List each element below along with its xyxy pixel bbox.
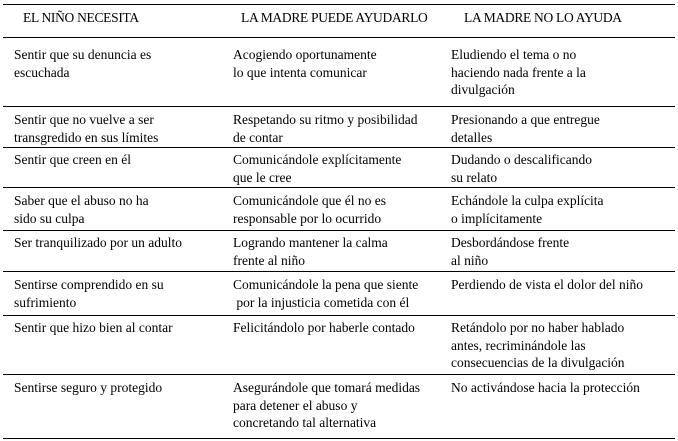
cell-ayuda-6: Comunicándole la pena que siente por la injusticia cometida con él xyxy=(233,277,419,310)
cell-no-ayuda-3: Dudando o descalificando su relato xyxy=(451,152,592,185)
cell-no-ayuda-7: Retándolo por no haber hablado antes, recriminándole las consecuencias de la divulgación xyxy=(451,320,625,370)
row-divider xyxy=(3,315,675,316)
cell-ayuda-5: Logrando mantener la calma frente al niño xyxy=(233,235,388,268)
cell-ayuda-8: Asegurándole que tomará medidas para detener el abuso y concretando tal alternativa xyxy=(233,380,421,430)
cell-no-ayuda-1: Eludiendo el tema o no haciendo nada frente a la divulgación xyxy=(451,47,586,97)
table-bottom-rule xyxy=(3,438,675,439)
row-divider xyxy=(3,147,675,148)
table-top-rule xyxy=(3,4,675,5)
cell-necesita-5: Ser tranquilizado por un adulto xyxy=(14,235,182,250)
row-divider xyxy=(3,187,675,188)
cell-necesita-4: Saber que el abuso no ha sido su culpa xyxy=(14,193,149,226)
cell-no-ayuda-5: Desbordándose frente al niño xyxy=(451,235,570,268)
cell-no-ayuda-6: Perdiendo de vista el dolor del niño xyxy=(451,277,643,292)
row-divider xyxy=(3,230,675,231)
header-nino-necesita: EL NIÑO NECESITA xyxy=(23,10,139,25)
cell-necesita-2: Sentir que no vuelve a ser transgredido en sus límites xyxy=(14,112,159,145)
cell-ayuda-2: Respetando su ritmo y posibilidad de contar xyxy=(233,112,418,145)
cell-necesita-8: Sentirse seguro y protegido xyxy=(14,380,163,395)
cell-ayuda-3: Comunicándole explícitamente que le cree xyxy=(233,152,402,185)
header-bottom-rule xyxy=(3,37,675,38)
cell-no-ayuda-8: No activándose hacia la protección xyxy=(451,380,640,395)
cell-no-ayuda-2: Presionando a que entregue detalles xyxy=(451,112,600,145)
cell-no-ayuda-4: Echándole la culpa explícita o implícitamente xyxy=(451,193,604,226)
cell-ayuda-4: Comunicándole que él no es responsable por lo ocurrido xyxy=(233,193,386,226)
header-madre-no-ayuda: LA MADRE NO LO AYUDA xyxy=(464,10,622,25)
header-madre-ayuda: LA MADRE PUEDE AYUDARLO xyxy=(241,10,428,25)
cell-necesita-3: Sentir que creen en él xyxy=(14,152,131,167)
cell-necesita-6: Sentirse comprendido en su sufrimiento xyxy=(14,277,164,310)
cell-ayuda-7: Felicitándolo por haberle contado xyxy=(233,320,415,335)
row-divider xyxy=(3,106,675,107)
row-divider xyxy=(3,374,675,375)
row-divider xyxy=(3,271,675,272)
cell-necesita-1: Sentir que su denuncia es escuchada xyxy=(14,47,152,80)
cell-ayuda-1: Acogiendo oportunamente lo que intenta comunicar xyxy=(233,47,377,80)
cell-necesita-7: Sentir que hizo bien al contar xyxy=(14,320,173,335)
